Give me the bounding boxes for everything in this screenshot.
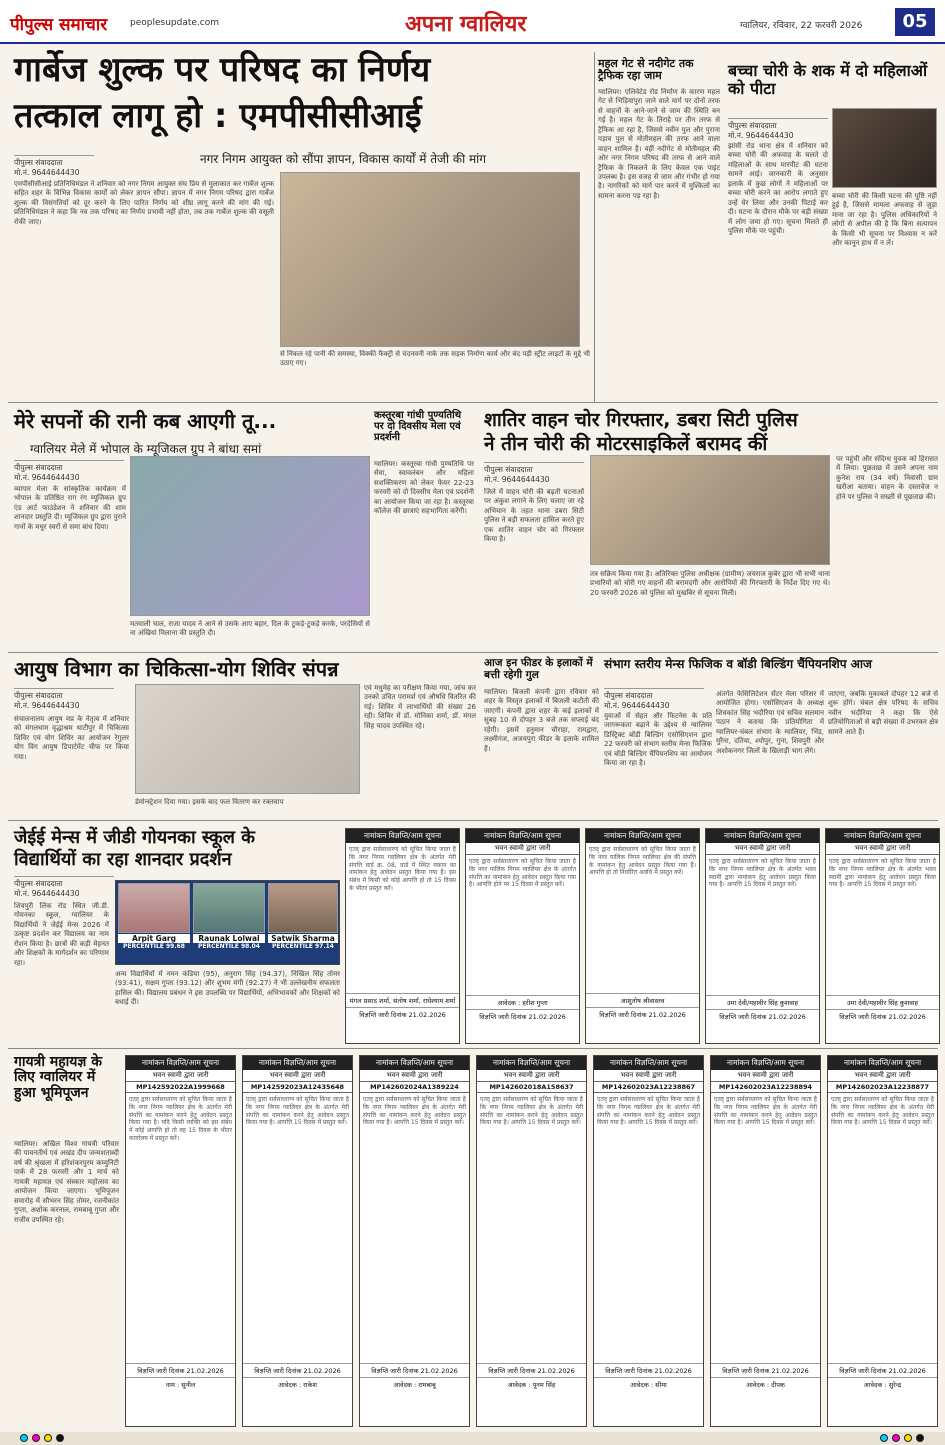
lead-headline-2: तत्काल लागू हो : एमपीसीसीआई bbox=[14, 96, 422, 136]
registration-mark-icon bbox=[20, 1434, 28, 1442]
fair-headline: कस्तूरबा गांधी पुण्यतिथि पर दो दिवसीय मेला एवं प्रदर्शनी bbox=[374, 410, 462, 443]
notice-sign: आवेदक : पूनम सिंह bbox=[477, 1377, 586, 1391]
notice-sign: नाम : सुनील bbox=[126, 1377, 235, 1391]
notice-text: एतद् द्वारा सर्वसाधारण को सूचित किया जाता है कि नगर निगम ग्वालियर क्षेत्र के अंतर्गत मेरी संपत्ति का नामांकन करने हेतु आवेदन प्रस्तुत किया गया है। आपत्ति 15 दिवस में प्रस्तुत करें। bbox=[246, 1096, 349, 1127]
notices-bottom bbox=[125, 1055, 940, 1427]
student-card bbox=[193, 883, 265, 949]
notice-sign: आवेदक : हरीश गुप्ता bbox=[466, 995, 579, 1009]
registration-mark-icon bbox=[32, 1434, 40, 1442]
notice bbox=[476, 1055, 587, 1427]
notice-subtitle: भवन स्वामी द्वारा जारी bbox=[477, 1070, 586, 1082]
notice-title: नामांकन विज्ञप्ति/आम सूचना bbox=[586, 829, 699, 843]
notice-subtitle: भवन स्वामी द्वारा जारी bbox=[243, 1070, 352, 1082]
lead-body-2: से निकल रहे पानी की समस्या, विक्की फैक्ट्री से चंदनवनी नाके तक सड़क निर्माण कार्य और बंद पड़ी स्ट्रीट लाइटों के मुद्दे भी उठाए गए। bbox=[280, 350, 590, 368]
notice-date: विज्ञप्ति जारी दिनांक 21.02.2026 bbox=[594, 1363, 703, 1377]
notice-text: एतद् द्वारा सर्वसाधारण को सूचित किया जाता है कि नगर निगम ग्वालियर क्षेत्र के अंतर्गत मेरी संपत्ति का नामांकन करने हेतु आवेदन प्रस्तुत किया गया है। यदि किसी व्यक्ति को इस संबंध में कोई आपत्ति हो तो वह 15 दिवस के भीतर कार्यालय में प्रस्तुत करें। bbox=[129, 1096, 232, 1142]
notice-date: विज्ञप्ति जारी दिनांक 21.02.2026 bbox=[706, 1009, 819, 1023]
notice-code: MP142602023A12238867 bbox=[594, 1082, 703, 1093]
lead-photo bbox=[280, 172, 580, 347]
notice-title: नामांकन विज्ञप्ति/आम सूचना bbox=[594, 1056, 703, 1070]
notice-text: एतद् द्वारा सर्वसाधारण को सूचित किया जाता है कि नगर निगम ग्वालियर क्षेत्र के अंतर्गत मेरी संपत्ति वार्ड क्र. 08, वार्ड में स्थित मकान का नामांकन हेतु आवेदन प्रस्तुत किया गया है। इस संबंध में किसी को कोई आपत्ति हो तो 15 दिवस के भीतर प्रस्तुत करें। bbox=[349, 846, 456, 892]
ayush-photo bbox=[135, 684, 360, 794]
jee-body: शिवपुरी लिंक रोड स्थित जी.डी. गोयनका स्कूल, ग्वालियर के विद्यार्थियों ने जेईई मेन्स 2026 में उत्कृष्ट प्रदर्शन कर विद्यालय का नाम रोशन किया है। छात्रों की कड़ी मेहनत और शिक्षकों के मार्गदर्शन का परिणाम रहा। bbox=[14, 902, 109, 967]
notice bbox=[593, 1055, 704, 1427]
notice-date: विज्ञप्ति जारी दिनांक 21.02.2026 bbox=[466, 1009, 579, 1023]
thief-photo bbox=[590, 455, 830, 565]
notice-code: MP142602023A12238877 bbox=[828, 1082, 937, 1093]
notice-code: MP142602023A12238894 bbox=[711, 1082, 820, 1093]
notice-text: एतद् द्वारा सर्वसाधारण को सूचित किया जाता है कि नगर निगम ग्वालियर क्षेत्र के अंतर्गत मेरी संपत्ति का नामांकन करने हेतु आवेदन प्रस्तुत किया गया है। आपत्ति 15 दिवस में प्रस्तुत करें। bbox=[480, 1096, 583, 1127]
notice-title: नामांकन विज्ञप्ति/आम सूचना bbox=[826, 829, 939, 843]
notice-text: एतद् द्वारा सर्वसाधारण को सूचित किया जाता है कि नगर निगम ग्वालियर क्षेत्र के अंतर्गत मेरी संपत्ति का नामांकन करने हेतु आवेदन प्रस्तुत किया गया है। आपत्ति 15 दिवस में प्रस्तुत करें। bbox=[714, 1096, 817, 1127]
notice-subtitle: भवन स्वामी द्वारा जारी bbox=[711, 1070, 820, 1082]
notice-date: विज्ञप्ति जारी दिनांक 21.02.2026 bbox=[243, 1363, 352, 1377]
notice bbox=[705, 828, 820, 1044]
student-photo bbox=[268, 883, 338, 933]
notice-sign: आवेदक : रामबाबू bbox=[360, 1377, 469, 1391]
student-card bbox=[118, 883, 190, 949]
notice bbox=[465, 828, 580, 1044]
website: peoplesupdate.com bbox=[130, 18, 219, 28]
section-rule bbox=[8, 402, 938, 403]
notice-sign: आशुतोष श्रीवास्तव bbox=[586, 993, 699, 1007]
jee-body-2: अन्य विद्यार्थियों में नमन कंडिया (95), अनुराग सिंह (94.37), निखिल सिंह तोमर (93.41), सक्षम गुप्ता (93.12) और शुभम मंगी (92.27) ने भी उल्लेखनीय सफलता हासिल की। विद्यालय प्रबंधन ने इस उपलब्धि पर विद्यार्थियों, अभिभावकों और शिक्षकों को बधाई दी। bbox=[115, 970, 340, 1007]
thief-byline: पीपुल्स संवाददाता मो.नं. 9644644430 bbox=[484, 462, 584, 485]
ayush-byline: पीपुल्स संवाददाता मो.नं. 9644644430 bbox=[14, 688, 114, 711]
section-rule-2 bbox=[8, 652, 938, 653]
notice-title: नामांकन विज्ञप्ति/आम सूचना bbox=[243, 1056, 352, 1070]
notice-date: विज्ञप्ति जारी दिनांक 21.02.2026 bbox=[586, 1007, 699, 1021]
notice-text: एतद् द्वारा सर्वसाधारण को सूचित किया जाता है कि नगर पालिक निगम ग्वालियर क्षेत्र के अंतर्गत संपत्ति का नामांकन हेतु आवेदन प्रस्तुत किया गया है। आपत्ति होने पर 15 दिवस में प्रस्तुत करें। bbox=[469, 858, 576, 889]
music-body-2: मतवाली चाल, राजा यादव ने आने से उसके आए बहार, दिल के टुकड़े-टुकड़े करके, परदेसियों से ना अंखियां मिलाना की प्रस्तुति दी। bbox=[130, 620, 370, 638]
lead-byline: पीपुल्स संवाददाता मो.नं. 9644644430 bbox=[14, 155, 94, 178]
notice-text: एतद् द्वारा सर्वसाधारण को सूचित किया जाता है कि नगर निगम ग्वालियर क्षेत्र के अंतर्गत भवन स्वामी द्वारा नामांकन हेतु आवेदन प्रस्तुत किया गया है। आपत्ति 15 दिवस में प्रस्तुत करें। bbox=[709, 858, 816, 889]
notice-sign: आवेदक : सुरेन्द्र bbox=[828, 1377, 937, 1391]
registration-mark-icon bbox=[56, 1434, 64, 1442]
body-body-2: अंतर्गत फेसिलिटेशन सेंटर मेला परिसर में आयोजित होगा। एसोसिएशन के अध्यक्ष शिवकांत सिंह भदौरिया एवं सचिव सलमान पठान ने बताया कि प्रतियोगिता में ग्वालियर-चंबल संभाग के ग्वालियर, भिंड, मुरैना, दतिया, श्योपुर, गुना, शिवपुरी और अशोकनगर जिलों के खिलाड़ी भाग लेंगे। bbox=[716, 690, 824, 755]
logo: पीपुल्स समाचार bbox=[10, 15, 108, 35]
registration-mark-icon bbox=[44, 1434, 52, 1442]
notice-sign: आवेदक : सीमा bbox=[594, 1377, 703, 1391]
notice-title: नामांकन विज्ञप्ति/आम सूचना bbox=[706, 829, 819, 843]
student-photo bbox=[118, 883, 190, 933]
thief-body-2: तत्र सक्रिय किया गया है। अतिरिक्त पुलिस अधीक्षक (ग्रामीण) जयराज कुबेर द्वारा भी सभी थाना प्रभारियों को चोरी गए वाहनों की बरामदगी और आरोपियों की गिरफ्तारी के निर्देश दिए गए थे। 20 फरवरी 2026 को पुलिस को मुखबिर से सूचना मिली। bbox=[590, 570, 830, 597]
notice-subtitle: भवन स्वामी द्वारा जारी bbox=[126, 1070, 235, 1082]
notice-title: नामांकन विज्ञप्ति/आम सूचना bbox=[466, 829, 579, 843]
registration-mark-icon bbox=[892, 1434, 900, 1442]
notice-date: विज्ञप्ति जारी दिनांक 21.02.2026 bbox=[126, 1363, 235, 1377]
dateline: ग्वालियर, रविवार, 22 फरवरी 2026 bbox=[740, 21, 863, 31]
notice-sign: आवेदक : राकेश bbox=[243, 1377, 352, 1391]
jee-byline: पीपुल्स संवाददाता मो.नं. 9644644430 bbox=[14, 876, 114, 899]
notice-code: MP142602024A1389224 bbox=[360, 1082, 469, 1093]
notice-title: नामांकन विज्ञप्ति/आम सूचना bbox=[360, 1056, 469, 1070]
section-rule-4 bbox=[8, 1048, 938, 1049]
notice-sign: उमा देवी/महावीर सिंह कुशवाह bbox=[706, 995, 819, 1009]
music-headline: मेरे सपनों की रानी कब आएगी तू... bbox=[14, 409, 277, 433]
notice bbox=[125, 1055, 236, 1427]
ayush-headline: आयुष विभाग का चिकित्सा-योग शिविर संपन्न bbox=[14, 657, 339, 681]
notice-text: एतद् द्वारा सर्वसाधारण को सूचित किया जाता है कि नगर निगम ग्वालियर क्षेत्र के अंतर्गत मेरी संपत्ति का नामांकन करने हेतु आवेदन प्रस्तुत किया गया है। आपत्ति 15 दिवस में प्रस्तुत करें। bbox=[363, 1096, 466, 1127]
theft-byline: पीपुल्स संवाददाता मो.नं. 9644644430 bbox=[728, 118, 828, 141]
notice-text: एतद् द्वारा सर्वसाधारण को सूचित किया जाता है कि नगर पालिक निगम ग्वालियर क्षेत्र की संपत्ति के नामांकन हेतु आवेदन प्रस्तुत किया गया है। आपत्ति हो तो निर्धारित अवधि में प्रस्तुत करें। bbox=[589, 846, 696, 877]
theft-body-2: बच्चा चोरी की किसी घटना की पुष्टि नहीं हुई है, जिससे मामला अफवाह से जुड़ा माना जा रहा है। पुलिस अधिकारियों ने लोगों से अपील की है कि बिना सत्यापन के किसी भी सूचना पर विश्वास न करें और कानून हाथ में न लें। bbox=[832, 192, 937, 248]
notice-text: एतद् द्वारा सर्वसाधारण को सूचित किया जाता है कि नगर निगम ग्वालियर क्षेत्र के अंतर्गत मेरी संपत्ति का नामांकन करने हेतु आवेदन प्रस्तुत किया गया है। आपत्ति 15 दिवस में प्रस्तुत करें। bbox=[831, 1096, 934, 1127]
power-body: ग्वालियर। बिजली कंपनी द्वारा रविवार को शहर के विस्तृत इलाकों में बिजली कटौती की जाएगी। कंपनी द्वारा शहर के कई इलाकों में सुबह 10 से दोपहर 3 बजे तक सप्लाई बंद रहेगी। इसमें हनुमान चौराहा, रामद्वारा, लक्ष्मीगंज, अजयपुरा फीडर के इलाके शामिल हैं। bbox=[484, 688, 599, 753]
thief-headline-2: ने तीन चोरी की मोटरसाइकिलें बरामद कीं bbox=[484, 433, 768, 455]
music-photo bbox=[130, 456, 370, 616]
notice-subtitle: भवन स्वामी द्वारा जारी bbox=[594, 1070, 703, 1082]
ayush-body-3: एवं मधुमेह का परीक्षण किया गया, जांच कर उनको उचित परामर्श एवं औषधि वितरित की गई। शिविर में लाभार्थियों की संख्या 26 रही। शिविर में डॉ. मोनिका शर्मा, डॉ. मंगल सिंह यादव उपस्थित रहे। bbox=[364, 684, 476, 730]
student-name: Satwik Sharma bbox=[268, 934, 338, 943]
notice-date: विज्ञप्ति जारी दिनांक 21.02.2026 bbox=[477, 1363, 586, 1377]
gayatri-headline: गायत्री महायज्ञ के लिए ग्वालियर में हुआ भूमिपूजन bbox=[14, 1054, 103, 1101]
jee-headline-1: जेईई मेन्स में जीडी गोयनका स्कूल के bbox=[14, 827, 255, 848]
notice-title: नामांकन विज्ञप्ति/आम सूचना bbox=[828, 1056, 937, 1070]
notices-top bbox=[345, 828, 940, 1044]
notice-code: MP142592022A1999668 bbox=[126, 1082, 235, 1093]
notice bbox=[242, 1055, 353, 1427]
student-percentile: PERCENTILE 97.14 bbox=[272, 943, 334, 950]
notice bbox=[710, 1055, 821, 1427]
print-strip bbox=[0, 1432, 945, 1445]
notice bbox=[827, 1055, 938, 1427]
notice-date: विज्ञप्ति जारी दिनांक 21.02.2026 bbox=[711, 1363, 820, 1377]
column-rule bbox=[594, 52, 595, 402]
student-percentile: PERCENTILE 99.68 bbox=[123, 943, 185, 950]
student-card bbox=[268, 883, 338, 949]
section-rule-3 bbox=[8, 820, 938, 821]
notice bbox=[359, 1055, 470, 1427]
registration-mark-icon bbox=[904, 1434, 912, 1442]
notice-subtitle: भवन स्वामी द्वारा जारी bbox=[360, 1070, 469, 1082]
theft-body: झांसी रोड थाना क्षेत्र में शनिवार को बच्चा चोरी की अफवाह के चलते दो महिलाओं के साथ मारपीट की घटना सामने आई। जानकारी के अनुसार इलाके में कुछ लोगों ने महिलाओं पर बच्चा चोरी करने का आरोप लगाते हुए उन्हें घेर लिया और उनकी पिटाई कर दी। घटना के दौरान मौके पर बड़ी संख्या में लोग जमा हो गए। सूचना मिलते ही पुलिस मौके पर पहुंची। bbox=[728, 142, 828, 235]
notice-date: विज्ञप्ति जारी दिनांक 21.02.2026 bbox=[828, 1363, 937, 1377]
gayatri-body: ग्वालियर। अखिल विश्व गायत्री परिवार की पावनतीर्थ एवं अखंड दीप जन्मशताब्दी वर्ष की श्रृंखला में हरिशंकरपुरम कम्युनिटी पार्क में 28 फरवरी और 1 मार्च को गायत्री महायज्ञ एवं संस्कार महोत्सव का आयोजन किया जाएगा। भूमिपूजन समारोह में सौभरन सिंह तोमर, रजनीकांत गुप्ता, अशोक करनाल, रामबाबू गुप्ता और राजीव उपस्थित रहे। bbox=[14, 1140, 119, 1224]
notice bbox=[825, 828, 940, 1044]
notice-subtitle: भवन स्वामी द्वारा जारी bbox=[828, 1070, 937, 1082]
student-percentile: PERCENTILE 98.04 bbox=[198, 943, 260, 950]
section-title: अपना ग्वालियर bbox=[405, 12, 527, 37]
fair-body: ग्वालियर। कस्तूरबा गांधी पुण्यतिथि पर सेवा, स्वावलंबन और महिला सशक्तिकरण को लेकर फेयर 22-23 फरवरी को दो दिवसीय मेला एवं प्रदर्शनी का आयोजन किया जा रहा है। कस्तूरबा कॉलेज की छात्राएं सहभागिता करेंगी। bbox=[374, 460, 474, 516]
thief-body: जिले में वाहन चोरी की बढ़ती घटनाओं पर अंकुश लगाने के लिए चलाए जा रहे अभियान के तहत थाना डबरा सिटी पुलिस ने बड़ी सफलता हासिल करते हुए एक शातिर वाहन चोर को गिरफ्तार किया है। bbox=[484, 488, 584, 544]
body-body: युवाओं में सेहत और फिटनेस के प्रति जागरूकता बढ़ाने के उद्देश्य से ग्वालियर डिस्ट्रिक्ट बॉडी बिल्डिंग एसोसिएशन द्वारा 22 फरवरी को संभाग स्तरीय मेन्स फिजिक एवं बॉडी बिल्डिंग चैंपियनशिप का आयोजन किया जा रहा है। bbox=[604, 712, 712, 768]
notice-title: नामांकन विज्ञप्ति/आम सूचना bbox=[346, 829, 459, 843]
music-subhead: ग्वालियर मेले में भोपाल के म्यूजिकल ग्रुप ने बांधा समां bbox=[30, 442, 262, 456]
music-body: व्यापार मेला के सांस्कृतिक कार्यक्रम में भोपाल के प्रतिष्ठित राग रंग म्यूजिकल ग्रुप एंड आर्ट फाउंडेशन ने शनिवार की शाम शानदार प्रस्तुति दी। म्यूजिकल ग्रुप द्वारा पुराने गानों के मधुर स्वरों से समा बांध दिया। bbox=[14, 485, 126, 531]
student-name: Arpit Garg bbox=[118, 934, 190, 943]
notice-subtitle: भवन स्वामी द्वारा जारी bbox=[826, 843, 939, 855]
body-body-3: जाएगा, जबकि मुकाबले दोपहर 12 बजे से शुरू होंगे। चंबल क्षेत्र परिषद के सचिव नवीन भदौरिया ने कहा कि ऐसे प्रतियोगिताओं से बड़ी संख्या में उभरकर क्षेत्र सामने आते हैं। bbox=[828, 690, 938, 736]
notice bbox=[345, 828, 460, 1044]
masthead bbox=[0, 0, 945, 44]
lead-body: एमपीसीसीआई प्रतिनिधिमंडल ने शनिवार को नगर निगम आयुक्त संघ प्रिय से मुलाकात कर गार्बेज शुल्क सहित शहर के विभिन्न विकास कार्यों को लेकर ज्ञापन सौंपा। ज्ञापन में नगर निगम परिषद द्वारा गार्बेज शुल्क की विसंगतियों को दूर करने के लिए पारित निर्णय को शीघ्र लागू करने की मांग की गई। प्रतिनिधिमंडल ने कहा कि नव तक परिषद का निर्णय प्रभावी नहीं होता, तब तक गार्बेज शुल्क की वसूली रोकी जाए। bbox=[14, 180, 274, 226]
notice-title: नामांकन विज्ञप्ति/आम सूचना bbox=[477, 1056, 586, 1070]
music-byline: पीपुल्स संवाददाता मो.नं. 9644644430 bbox=[14, 460, 124, 483]
traffic-body: ग्वालियर। एलिवेटेड रोड निर्माण के कारण महल गेट से भिड़ियापुरा जाने वाले मार्ग पर दोनों तरफ से वाहनों के आने-जाने से जाम की स्थिति बन गई है। महल गेट के तिराहे पर तीन तरफ से ट्रैफिक आ रहा है, जिससे नवीन पुल और पुराना पड़ाव पुल से मोतीमहल की तरफ आने वाला वाहन शामिल है। वहीं नदीगेट से मोतीमहल की ओर नगर निगम परिषद की तरफ से आने वाले ट्रैफिक के निकलने के लिए केवल एक पाइंट उपलब्ध है। इस वजह से जाम और गंभीर हो गया है। नागरिकों को मार्ग पार करने में मुश्किलों का सामना करना पड़ रहा है। bbox=[598, 88, 720, 200]
notice-code: MP142602018A158637 bbox=[477, 1082, 586, 1093]
jee-headline-2: विद्यार्थियों का रहा शानदार प्रदर्शन bbox=[14, 849, 232, 870]
notice-date: विज्ञप्ति जारी दिनांक 21.02.2026 bbox=[826, 1009, 939, 1023]
registration-mark-icon bbox=[916, 1434, 924, 1442]
thief-headline-1: शातिर वाहन चोर गिरफ्तार, डबरा सिटी पुलिस bbox=[484, 409, 798, 431]
notice-sign: आवेदक : दीपक bbox=[711, 1377, 820, 1391]
ayush-body: संचालनालय आयुष मप्र के नेतृत्व में शनिवार को मंगलधाम वृद्धाश्रम थाटीपुर में चिकित्सा शिविर एवं योग शिविर का आयोजन रेगुलर योग विंग आयुष डिपार्टमेंट चीफ पर किया गया। bbox=[14, 715, 129, 761]
thief-body-3: पर पहुंची और संदिग्ध युवक को हिरासत में लिया। पूछताछ में उसने अपना नाम कुनेश राय (34 वर्ष) निवासी ग्राम खरौआ बताया। वाहन के दस्तावेज न होने पर पुलिस ने सख्ती से पूछताछ की। bbox=[836, 455, 938, 501]
notice-text: एतद् द्वारा सर्वसाधारण को सूचित किया जाता है कि नगर निगम ग्वालियर क्षेत्र के अंतर्गत मेरी संपत्ति का नामांकन करने हेतु आवेदन प्रस्तुत किया गया है। आपत्ति 15 दिवस में प्रस्तुत करें। bbox=[597, 1096, 700, 1127]
notice-code: MP142592023A12435648 bbox=[243, 1082, 352, 1093]
notice-sign: उमा देवी/महावीर सिंह कुशवाह bbox=[826, 995, 939, 1009]
notice-date: विज्ञप्ति जारी दिनांक 21.02.2026 bbox=[346, 1007, 459, 1021]
body-byline: पीपुल्स संवाददाता मो.नं. 9644644430 bbox=[604, 688, 704, 711]
ayush-body-2: डेमोन्स्ट्रेशन दिया गया। इसके बाद फल वितरण कर रक्तचाप bbox=[135, 798, 284, 806]
notice-title: नामांकन विज्ञप्ति/आम सूचना bbox=[126, 1056, 235, 1070]
page-number: 05 bbox=[895, 8, 935, 36]
power-headline: आज इन फीडर के इलाकों में बत्ती रहेगी गुल bbox=[484, 657, 593, 681]
theft-headline: बच्चा चोरी के शक में दो महिलाओं को पीटा bbox=[728, 61, 928, 98]
notice bbox=[585, 828, 700, 1044]
traffic-headline: महल गेट से नदीगेट तक ट्रैफिक रहा जाम bbox=[598, 57, 694, 83]
theft-photo bbox=[832, 108, 937, 188]
lead-headline-1: गार्बेज शुल्क पर परिषद का निर्णय bbox=[14, 50, 431, 90]
notice-title: नामांकन विज्ञप्ति/आम सूचना bbox=[711, 1056, 820, 1070]
body-headline: संभाग स्तरीय मेन्स फिजिक व बॉडी बिल्डिंग चैंपियनशिप आज bbox=[604, 657, 872, 671]
notice-sign: मंगल प्रसाद शर्मा, संतोष शर्मा, राधेश्याम शर्मा bbox=[346, 993, 459, 1007]
student-name: Raunak Lolwal bbox=[193, 934, 265, 943]
notice-subtitle: भवन स्वामी द्वारा जारी bbox=[466, 843, 579, 855]
notice-text: एतद् द्वारा सर्वसाधारण को सूचित किया जाता है कि नगर निगम ग्वालियर क्षेत्र के अंतर्गत भवन स्वामी द्वारा नामांकन हेतु आवेदन प्रस्तुत किया गया है। आपत्ति 15 दिवस में प्रस्तुत करें। bbox=[829, 858, 936, 889]
student-photo bbox=[193, 883, 265, 933]
registration-mark-icon bbox=[880, 1434, 888, 1442]
notice-date: विज्ञप्ति जारी दिनांक 21.02.2026 bbox=[360, 1363, 469, 1377]
notice-subtitle: भवन स्वामी द्वारा जारी bbox=[706, 843, 819, 855]
lead-subhead: नगर निगम आयुक्त को सौंपा ज्ञापन, विकास कार्यों में तेजी की मांग bbox=[200, 152, 487, 166]
